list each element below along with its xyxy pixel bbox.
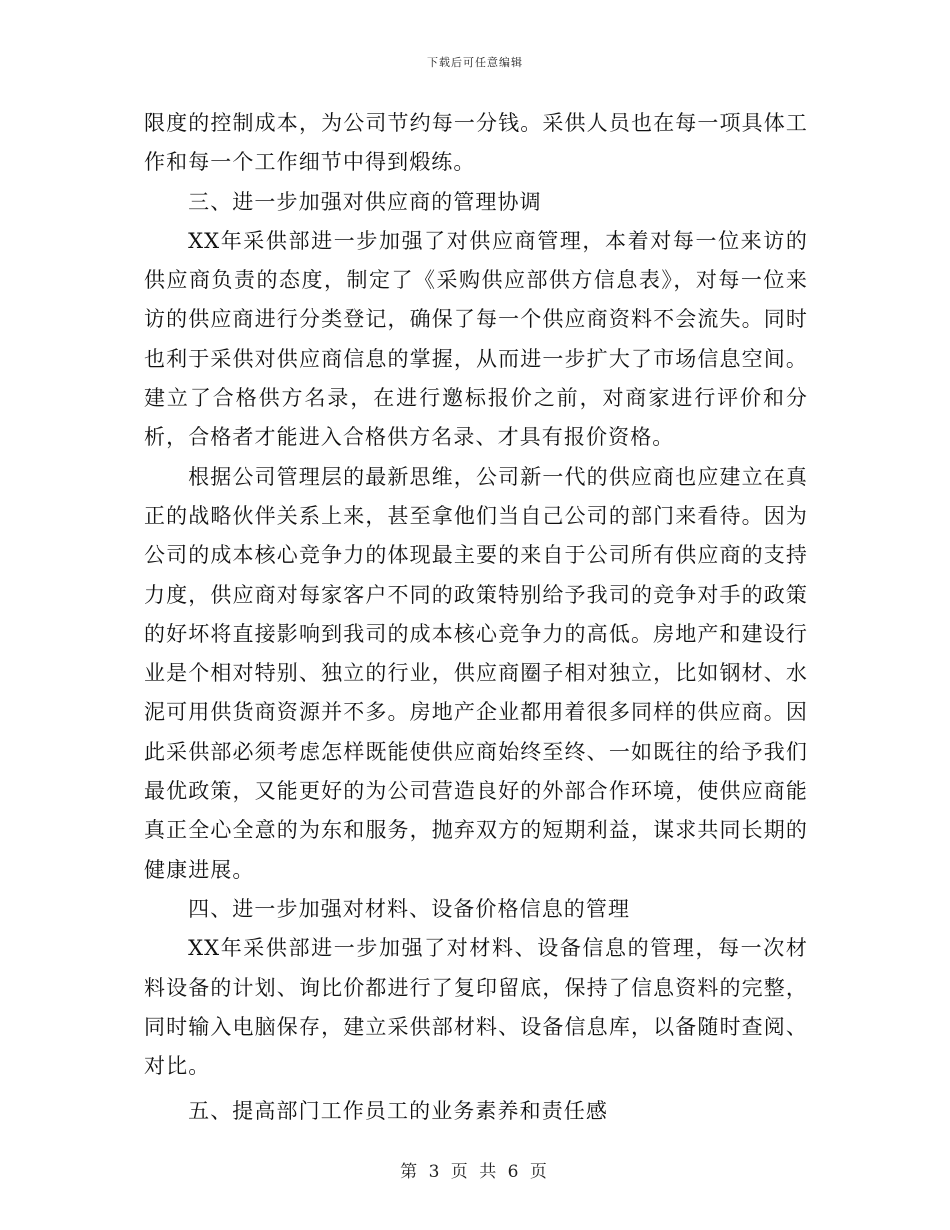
section-heading-4: 四、进一步加强对材料、设备价格信息的管理 bbox=[188, 896, 631, 921]
section-heading-5: 五、提高部门工作员工的业务素养和责任感 bbox=[188, 1099, 608, 1124]
paragraph-strategic-partnership: 根据公司管理层的最新思维，公司新一代的供应商也应建立在真正的战略伙伴关系上来，甚至拿他们当自己公司的部门来看待。因为公司的成本核心竞争力的体现最主要的来自于公司所有供应商的支持力度，供应商对每家客户不同的政策特别给予我司的竞争对手的政策的好坏将直接影响到我司的成本核心竞争力的高低。房地产和建设行业是个相对特别、独立的行业，供应商圈子相对独立，比如钢材、水泥可用供货商资源并不多。房地产企业都用着很多同样的供应商。因此采供部必须考虑怎样既能使供应商始终至终、一如既往的给予我们最优政策，又能更好的为公司营造良好的外部合作环境，使供应商能真正全心全意的为东和服务，抛弃双方的短期利益，谋求共同长期的健康进展。 bbox=[144, 464, 808, 882]
page-header: 下载后可任意编辑 bbox=[427, 56, 523, 69]
document-body bbox=[144, 104, 808, 1132]
paragraph-continuation: 限度的控制成本，为公司节约每一分钱。采供人员也在每一项具体工作和每一个工作细节中得到煅练。 bbox=[144, 111, 808, 175]
page-footer: 第 3 页 共 6 页 bbox=[400, 1162, 550, 1182]
paragraph-price-information: XX年采供部进一步加强了对材料、设备信息的管理，每一次材料设备的计划、询比价都进行了复印留底，保持了信息资料的完整，同时输入电脑保存，建立采供部材料、设备信息库，以备随时查阅、对比。 bbox=[144, 936, 808, 1079]
section-heading-3: 三、进一步加强对供应商的管理协调 bbox=[188, 189, 542, 214]
paragraph-supplier-management: XX年采供部进一步加强了对供应商管理，本着对每一位来访的供应商负责的态度，制定了《采购供应部供方信息表》，对每一位来访的供应商进行分类登记，确保了每一个供应商资料不会流失。同时也利于采供对供应商信息的掌握，从而进一步扩大了市场信息空间。建立了合格供方名录，在进行邀标报价之前，对商家进行评价和分析，合格者才能进入合格供方名录、才具有报价资格。 bbox=[144, 228, 808, 450]
